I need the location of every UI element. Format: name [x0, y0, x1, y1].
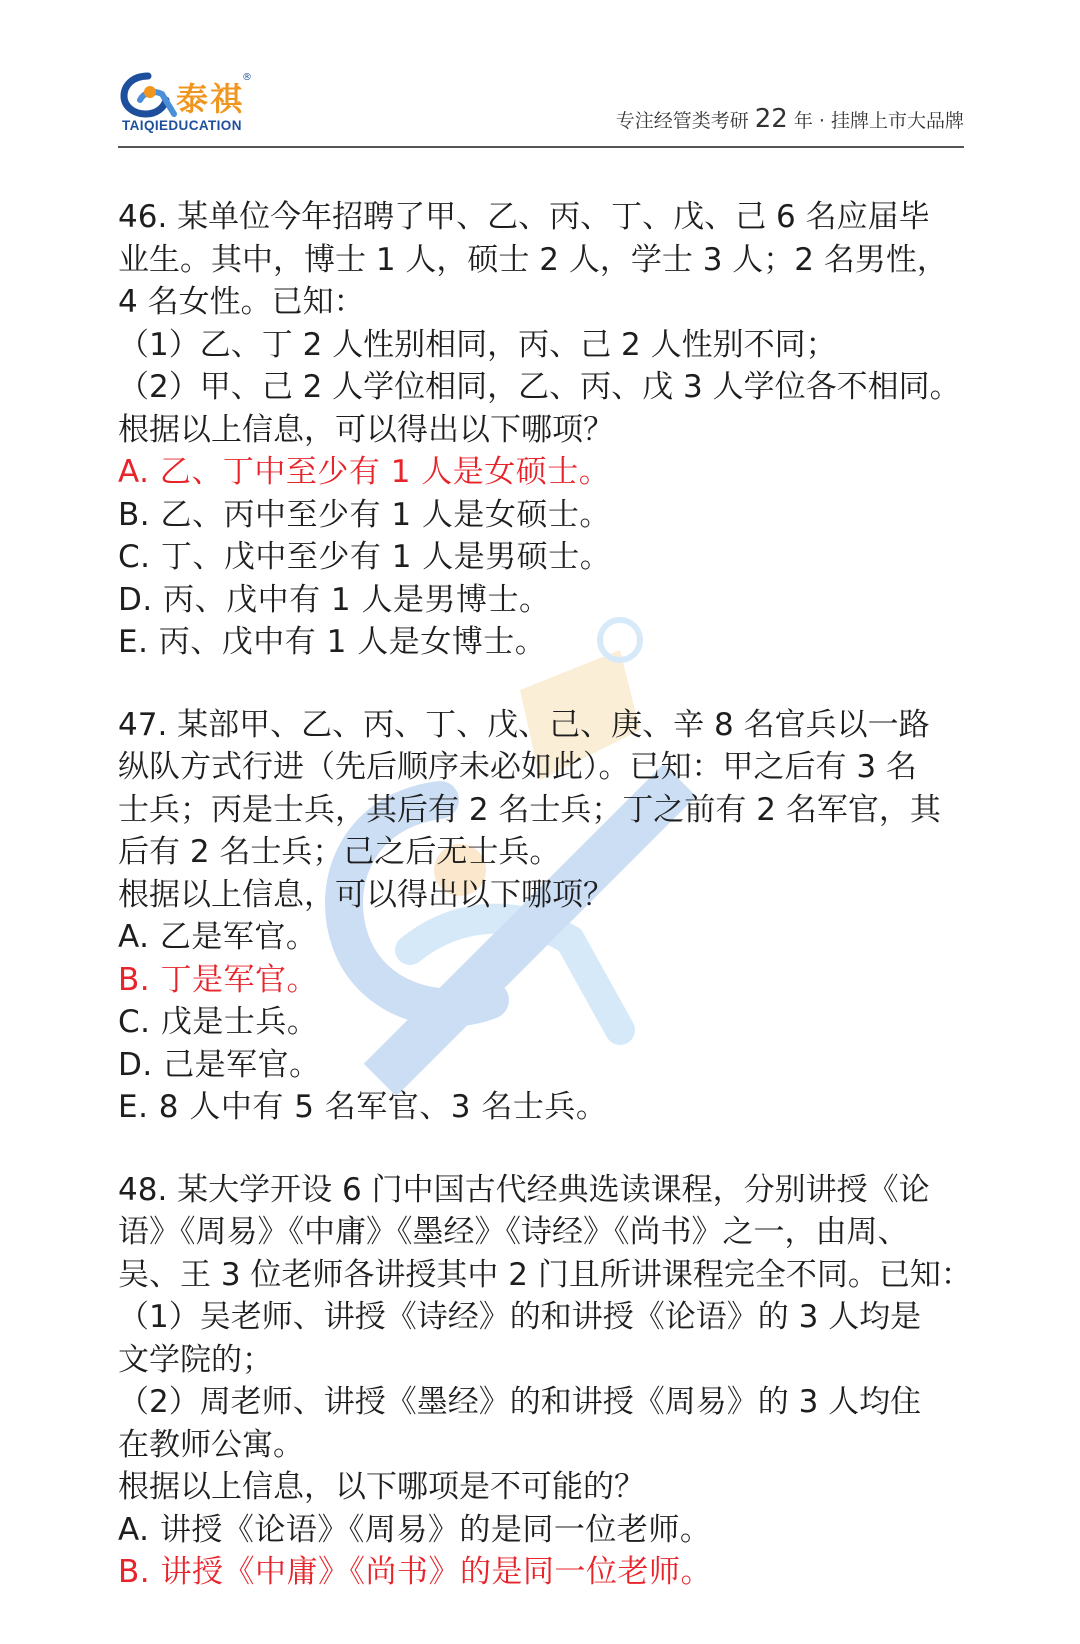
- registered-mark: ®: [242, 72, 252, 83]
- spacer: [118, 664, 968, 704]
- question-block: [118, 196, 968, 664]
- answer-option: C. 丁、戊中至少有 1 人是男硕士。: [118, 539, 612, 575]
- logo-english-text: TAIQIEDUCATION: [122, 118, 242, 133]
- question-content: [118, 196, 972, 1594]
- stem-line: （1）乙、丁 2 人性别相同，丙、己 2 人性别不同；: [118, 326, 837, 363]
- spacer: [118, 1129, 968, 1169]
- header-tagline: [616, 104, 964, 134]
- page-header: [118, 70, 964, 148]
- stem-line: （2）甲、己 2 人学位相同，乙、丙、戊 3 人学位各不相同。: [118, 369, 961, 405]
- stem-line: 业生。其中，博士 1 人，硕士 2 人，学士 3 人；2 名男性，: [118, 241, 948, 278]
- answer-option: E. 丙、戊中有 1 人是女博士。: [118, 624, 547, 660]
- answer-option: D. 己是军官。: [118, 1046, 321, 1083]
- answer-option: C. 戊是士兵。: [118, 1004, 319, 1040]
- stem-line: 后有 2 名士兵；己之后无士兵。: [118, 834, 561, 870]
- stem-line: 在教师公寓。: [118, 1426, 304, 1463]
- stem-line: 根据以上信息，可以得出以下哪项？: [118, 876, 614, 913]
- answer-option: E. 8 人中有 5 名军官、3 名士兵。: [118, 1089, 608, 1125]
- stem-line: 46. 某单位今年招聘了甲、乙、丙、丁、戊、己 6 名应届毕: [118, 199, 930, 235]
- answer-option: D. 丙、戊中有 1 人是男博士。: [118, 581, 551, 618]
- stem-line: （2）周老师、讲授《墨经》的和讲授《周易》的 3 人均住: [118, 1384, 922, 1420]
- question-block: [118, 1169, 972, 1594]
- stem-line: 4 名女性。已知：: [118, 284, 365, 320]
- stem-line: 根据以上信息，以下哪项是不可能的？: [118, 1469, 645, 1505]
- tagline-years: 22: [754, 104, 788, 134]
- stem-line: 吴、王 3 位老师各讲授其中 2 门且所讲课程完全不同。已知：: [118, 1256, 972, 1293]
- answer-option: A. 讲授《论语》《周易》的是同一位老师。: [118, 1511, 712, 1548]
- header-divider: [118, 146, 964, 148]
- stem-line: 文学院的；: [118, 1341, 273, 1378]
- stem-line: 47. 某部甲、乙、丙、丁、戊、己、庚、辛 8 名官兵以一路: [118, 706, 930, 743]
- stem-line: 48. 某大学开设 6 门中国古代经典选读课程，分别讲授《论: [118, 1171, 930, 1208]
- logo-chinese-text: 泰祺: [176, 80, 245, 118]
- logo-swirl-icon: [118, 70, 178, 120]
- answer-option: A. 乙是军官。: [118, 919, 318, 955]
- brand-logo: [118, 70, 268, 138]
- correct-answer-option: B. 丁是军官。: [118, 961, 318, 998]
- stem-line: 士兵；丙是士兵，其后有 2 名士兵；丁之前有 2 名军官，其: [118, 791, 941, 828]
- tagline-suffix: 年 · 挂牌上市大品牌: [787, 110, 964, 132]
- correct-answer-option: B. 讲授《中庸》《尚书》的是同一位老师。: [118, 1554, 712, 1590]
- stem-line: （1）吴老师、讲授《诗经》的和讲授《论语》的 3 人均是: [118, 1299, 922, 1335]
- stem-line: 纵队方式行进（先后顺序未必如此）。已知：甲之后有 3 名: [118, 749, 917, 785]
- question-block: [118, 704, 968, 1129]
- answer-option: B. 乙、丙中至少有 1 人是女硕士。: [118, 496, 611, 533]
- stem-line: 根据以上信息，可以得出以下哪项？: [118, 411, 614, 448]
- tagline-prefix: 专注经管类考研: [615, 110, 755, 132]
- stem-line: 语》《周易》《中庸》《墨经》《诗经》《尚书》之一，由周、: [118, 1214, 909, 1250]
- correct-answer-option: A. 乙、丁中至少有 1 人是女硕士。: [118, 454, 611, 490]
